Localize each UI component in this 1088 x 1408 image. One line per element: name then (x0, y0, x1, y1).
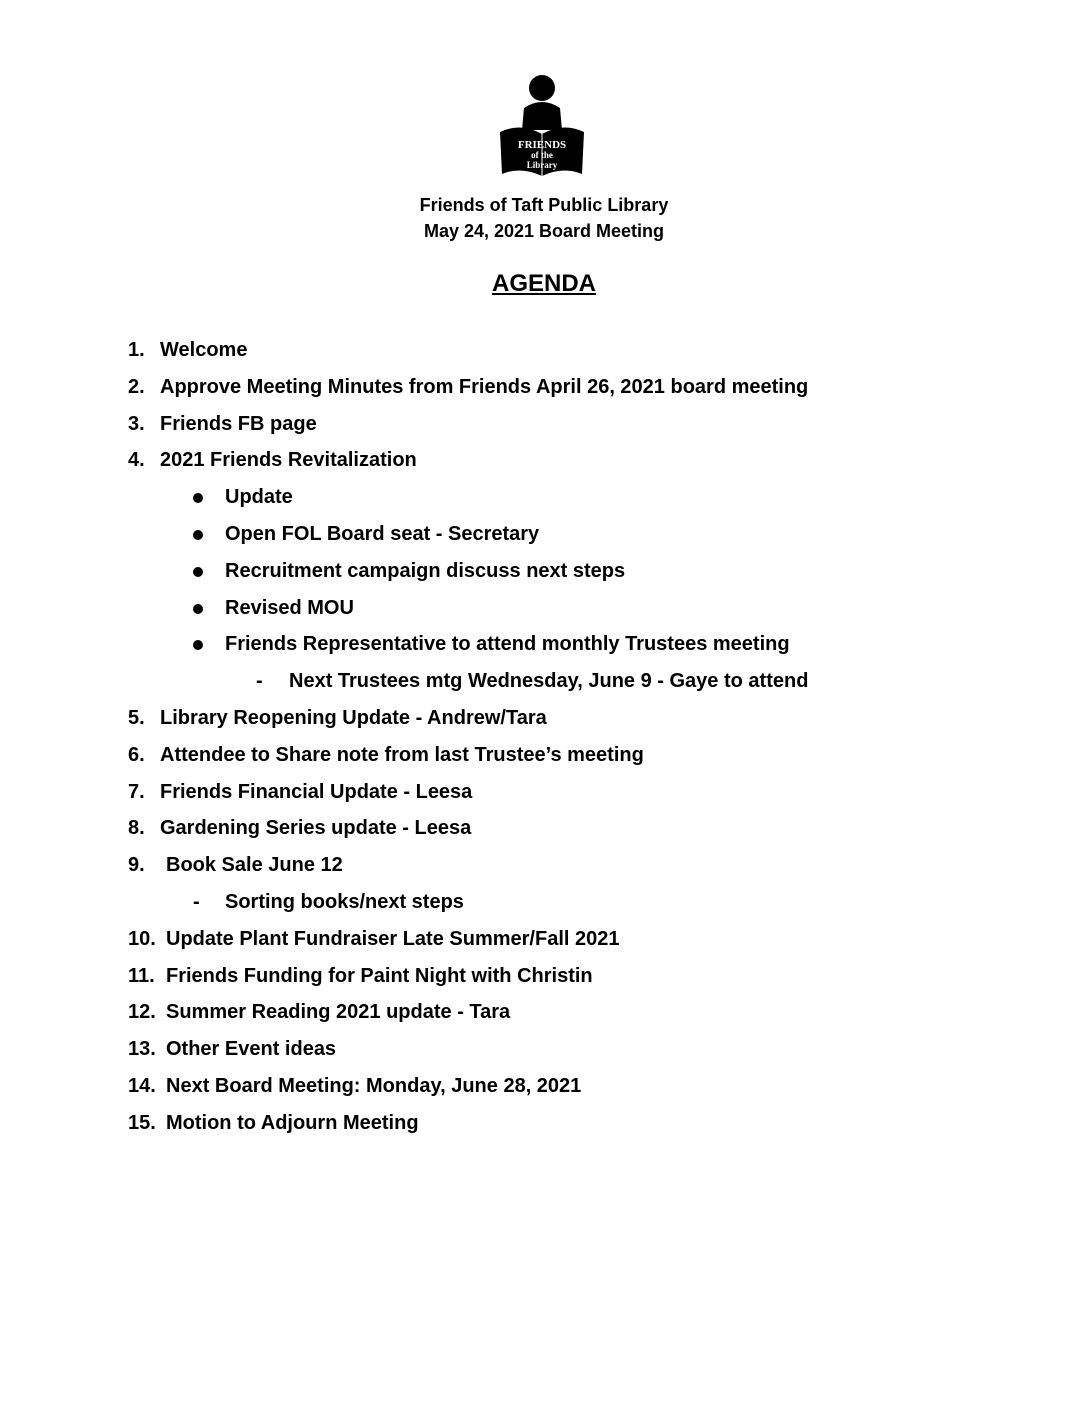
agenda-item-text: 2021 Friends Revitalization (160, 449, 417, 471)
bullet-icon (193, 530, 203, 540)
logo-head (529, 75, 555, 101)
agenda-subitem-text: Sorting books/next steps (225, 891, 464, 913)
agenda-item-text: Friends Funding for Paint Night with Christin (166, 965, 593, 987)
bullet-icon (193, 567, 203, 577)
agenda-item-number: 9. (128, 854, 145, 876)
agenda-item-number: 12. (128, 1001, 156, 1023)
agenda-item-text: Gardening Series update - Leesa (160, 817, 472, 839)
agenda-item-number: 13. (128, 1038, 156, 1060)
agenda-item-number: 5. (128, 707, 145, 729)
agenda-item-text: Welcome (160, 339, 248, 361)
agenda-item-text: Summer Reading 2021 update - Tara (166, 1001, 511, 1023)
agenda-item-number: 8. (128, 817, 145, 839)
agenda-item-number: 11. (128, 965, 155, 987)
agenda-item-text: Book Sale June 12 (166, 854, 343, 876)
agenda-item-text: Other Event ideas (166, 1038, 337, 1060)
agenda-item-text: Friends FB page (160, 413, 317, 435)
logo-text-line-1: FRIENDS (517, 139, 567, 151)
logo-text-line-3: Library (526, 160, 558, 170)
meeting-date: May 24, 2021 Board Meeting (423, 221, 665, 241)
dash-marker: - (256, 670, 263, 692)
agenda-item-number: 15. (128, 1112, 156, 1134)
agenda-item-text: Update Plant Fundraiser Late Summer/Fall 2021 (166, 928, 620, 950)
org-name: Friends of Taft Public Library (419, 195, 669, 215)
agenda-item-text: Attendee to Share note from last Trustee’s meeting (160, 744, 644, 766)
agenda-subitem-text: Revised MOU (225, 597, 354, 619)
dash-marker: - (193, 891, 200, 913)
agenda-subitem-text: Update (225, 486, 293, 508)
agenda-item-text: Motion to Adjourn Meeting (166, 1112, 419, 1134)
agenda-item-number: 14. (128, 1075, 156, 1097)
agenda-item-number: 10. (128, 928, 156, 950)
agenda-subitem-text: Next Trustees mtg Wednesday, June 9 - Gaye to attend (289, 670, 809, 692)
agenda-item-number: 7. (128, 781, 145, 803)
agenda-item-number: 3. (128, 413, 145, 435)
agenda-item-number: 2. (128, 376, 145, 398)
bullet-icon (193, 493, 203, 503)
agenda-item-text: Approve Meeting Minutes from Friends April 26, 2021 board meeting (160, 376, 809, 398)
agenda-subitem-text: Recruitment campaign discuss next steps (225, 560, 626, 582)
bullet-icon (193, 640, 203, 650)
agenda-title: AGENDA (491, 270, 596, 297)
agenda-item-text: Friends Financial Update - Leesa (160, 781, 473, 803)
agenda-item-number: 4. (128, 449, 145, 471)
agenda-subitem-text: Open FOL Board seat - Secretary (225, 523, 540, 545)
friends-of-the-library-logo (496, 74, 588, 180)
agenda-item-text: Library Reopening Update - Andrew/Tara (160, 707, 547, 729)
agenda-item-text: Next Board Meeting: Monday, June 28, 2021 (166, 1075, 582, 1097)
agenda-subitem-text: Friends Representative to attend monthly Trustees meeting (225, 633, 790, 655)
agenda-item-number: 1. (128, 339, 145, 361)
logo-body (522, 102, 562, 130)
bullet-icon (193, 604, 203, 614)
logo-text-line-2: of the (531, 150, 553, 160)
agenda-item-number: 6. (128, 744, 145, 766)
